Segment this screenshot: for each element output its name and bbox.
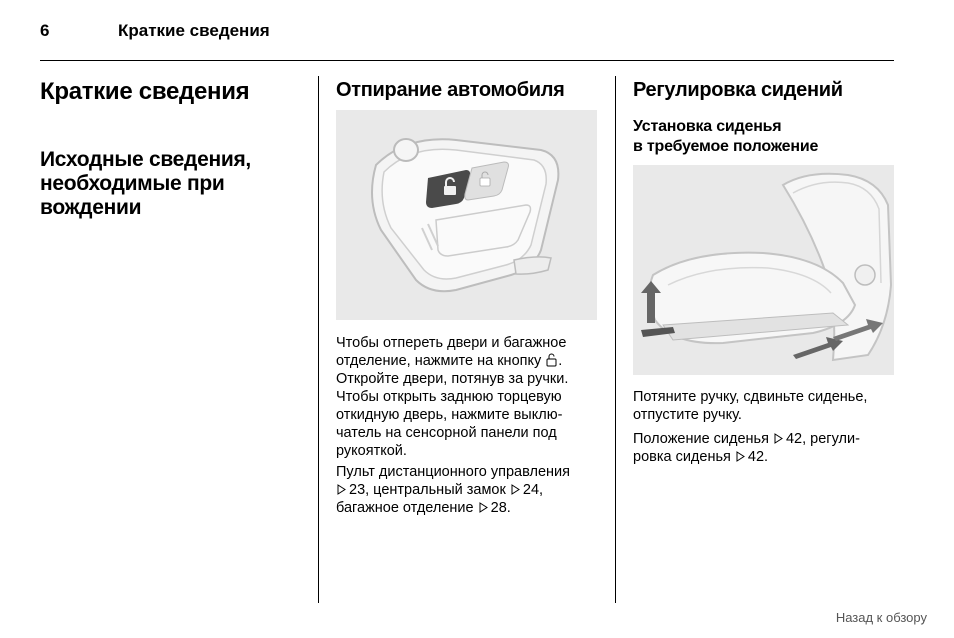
text-fragment: .	[558, 353, 563, 369]
section-title-line: вождении	[40, 196, 142, 219]
seat-adjustment-heading: Регулировка сидений	[633, 79, 843, 101]
text-line: Потяните ручку, сдвиньте сиденье,	[633, 389, 868, 405]
reference-arrow-icon	[510, 484, 521, 495]
text-line	[633, 448, 860, 466]
text-fragment: ровка сиденья	[633, 449, 731, 465]
seat-adjustment-illustration	[633, 165, 894, 375]
remote-reference-paragraph	[336, 463, 570, 517]
text-line: рукояткой.	[336, 443, 407, 459]
text-line	[336, 499, 570, 517]
text-line	[336, 481, 570, 499]
reference-arrow-icon	[735, 451, 746, 462]
unlock-button-icon	[546, 353, 557, 367]
page-reference[interactable]: 42, регули-	[785, 431, 860, 447]
back-to-overview-link[interactable]: Назад к обзору	[835, 610, 927, 625]
text-fragment: багажное отделение	[336, 500, 474, 516]
section-title	[40, 148, 251, 220]
text-fragment: отделение, нажмите на кнопку	[336, 353, 542, 369]
running-header-title: Краткие сведения	[118, 21, 270, 40]
unlock-paragraph	[336, 334, 568, 460]
text-fragment: Положение сиденья	[633, 431, 769, 447]
page-number: 6	[40, 21, 50, 40]
key-fob-illustration	[336, 110, 597, 320]
text-line: Откройте двери, потянув за ручки.	[336, 371, 569, 387]
reference-arrow-icon	[773, 433, 784, 444]
reference-arrow-icon	[336, 484, 347, 495]
page-reference[interactable]: 23, центральный замок	[349, 482, 506, 498]
column-divider-2	[615, 76, 616, 603]
page-reference[interactable]: 42.	[747, 449, 769, 465]
reference-arrow-icon	[478, 502, 489, 513]
unlock-heading: Отпирание автомобиля	[336, 79, 565, 101]
section-title-line: необходимые при	[40, 172, 225, 195]
text-line: Чтобы открыть заднюю торцевую	[336, 389, 562, 405]
page-reference[interactable]: 24,	[522, 482, 544, 498]
text-line	[633, 430, 860, 448]
subheading-line: Установка сиденья	[633, 118, 782, 135]
section-title-line: Исходные сведения,	[40, 148, 251, 171]
header-rule	[40, 60, 894, 61]
text-line: отпустите ручку.	[633, 407, 742, 423]
column-divider-1	[318, 76, 319, 603]
seat-instructions-paragraph	[633, 388, 867, 424]
seat-position-subheading	[633, 117, 818, 157]
text-line: откидную дверь, нажмите выклю-	[336, 407, 563, 423]
seat-reference-paragraph	[633, 430, 860, 466]
text-line: Чтобы отпереть двери и багажное	[336, 335, 567, 351]
text-line	[336, 352, 568, 370]
page-reference[interactable]: 28.	[490, 500, 511, 516]
text-line: чатель на сенсорной панели под	[336, 425, 557, 441]
chapter-title: Краткие сведения	[40, 78, 250, 105]
text-line: Пульт дистанционного управления	[336, 464, 570, 480]
subheading-line: в требуемое положение	[633, 138, 819, 155]
